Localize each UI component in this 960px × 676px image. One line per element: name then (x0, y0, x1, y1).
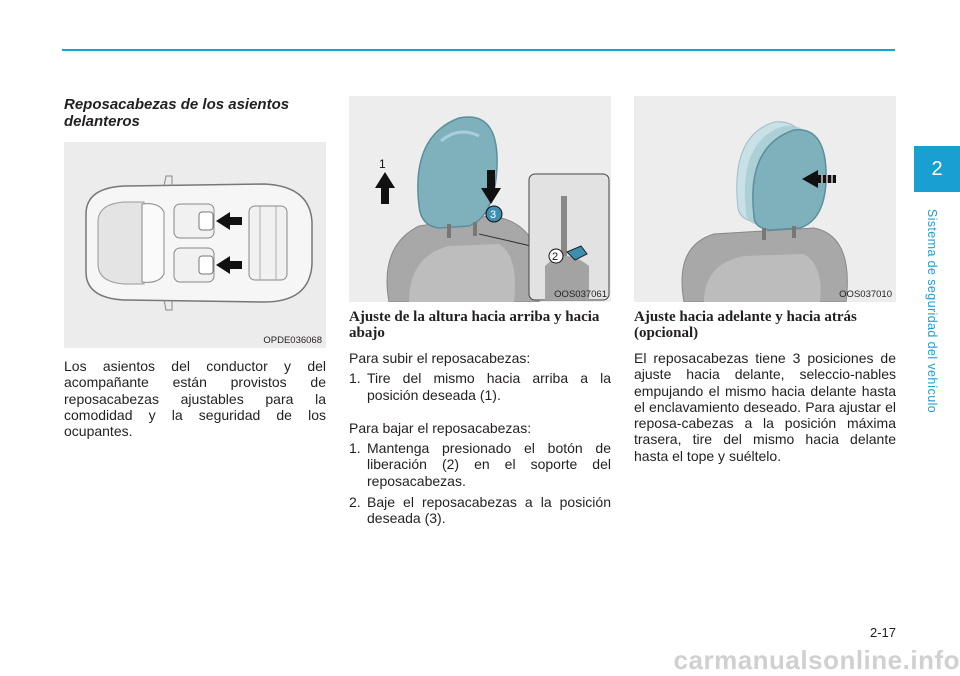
car-top-view-illustration (64, 142, 326, 348)
section-heading: Reposacabezas de los asientos delanteros (64, 96, 290, 130)
step-text: Tire del mismo hacia arriba a la posición deseada (1). (367, 370, 611, 403)
callout-1: 1 (379, 157, 386, 171)
column-3 (634, 96, 896, 464)
top-rule (62, 49, 895, 51)
chapter-title (922, 198, 942, 423)
step-number: 1. (349, 440, 361, 457)
figure-code: OOS037061 (554, 289, 607, 300)
callout-2: 2 (552, 251, 559, 263)
headrest-height-illustration (349, 96, 611, 302)
column-2 (349, 96, 611, 527)
column-1 (64, 96, 326, 439)
subheading-height: Ajuste de la altura hacia arriba y hacia abajo (349, 309, 600, 341)
figure-headrest-forward (634, 96, 896, 302)
figure-code: OPDE036068 (263, 335, 322, 346)
step-text: Mantenga presionado el botón de liberación (2) en el soporte del reposacabezas. (367, 440, 611, 489)
figure-car-top-view (64, 142, 326, 348)
step-number: 1. (349, 370, 361, 387)
intro-paragraph: Los asientos del conductor y del acompañante están provistos de reposacabezas ajustables para la comodidad y la seguridad de los ocupantes. (64, 358, 326, 440)
list-item (349, 494, 611, 527)
page-number: 2-17 (869, 625, 896, 640)
steps-lower (349, 440, 611, 526)
list-item (349, 370, 611, 403)
step-text: Baje el reposacabezas a la posición deseada (3). (367, 494, 611, 527)
subheading-forward-back: Ajuste hacia adelante y hacia atrás (opcional) (634, 309, 857, 341)
steps-raise (349, 370, 611, 403)
figure-headrest-height (349, 96, 611, 302)
callout-3: 3 (490, 209, 497, 221)
list-item (349, 440, 611, 489)
watermark: carmanualsonline.info (673, 645, 960, 675)
chapter-number-tab: 2 (914, 146, 960, 192)
intro-lower: Para bajar el reposacabezas: (349, 419, 532, 436)
step-number: 2. (349, 494, 361, 511)
intro-raise: Para subir el reposacabezas: (349, 350, 531, 366)
forward-back-paragraph: El reposacabezas tiene 3 posiciones de ajuste hacia delante, seleccio-nables empujando el mismo hacia delante hasta el enclavamiento deseado. Para ajustar el reposa-cabezas a la posición máxima trasera, tire del mismo hacia delante hasta el tope y suéltelo. (634, 350, 896, 464)
chapter-title-text: Sistema de seguridad del vehículo (925, 208, 940, 413)
headrest-forward-illustration (634, 96, 896, 302)
figure-code: OOS037010 (839, 289, 892, 300)
